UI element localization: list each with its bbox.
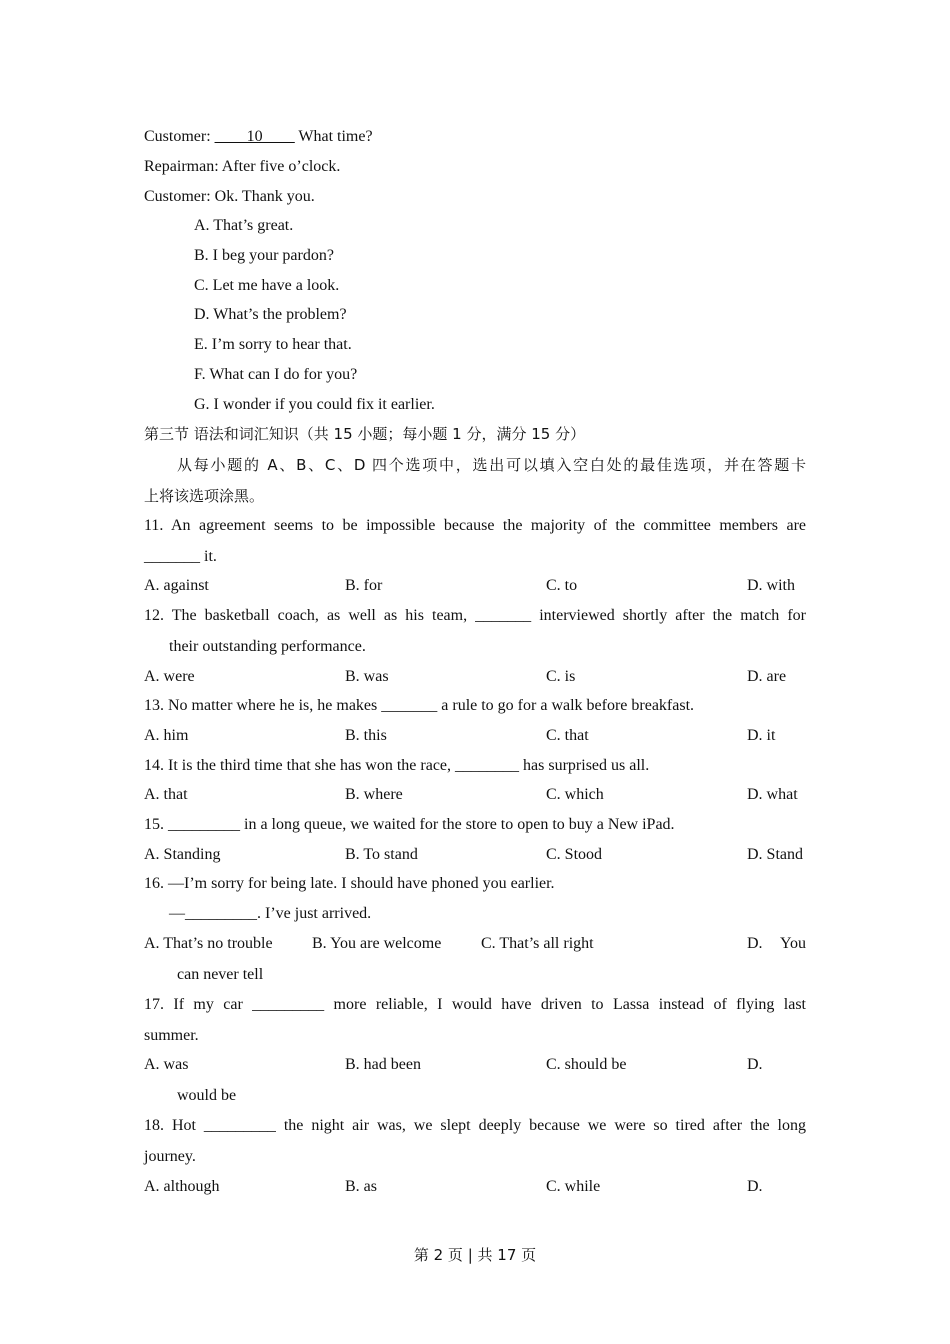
question-16-option-a: A. That’s no trouble	[144, 935, 273, 952]
dialogue-customer-q10	[144, 127, 806, 147]
question-11-text-cont: _______ it.	[144, 548, 217, 565]
question-12-option-a: A. were	[144, 668, 195, 685]
dialogue-option-a: A. That’s great.	[194, 217, 294, 234]
section-instruction-line1: 从每小题的 A、B、C、D 四个选项中，选出可以填入空白处的最佳选项，并在答题卡	[177, 456, 806, 474]
customer-label: Customer:	[144, 128, 215, 145]
page-footer: 第 2 页 | 共 17 页	[413, 1246, 537, 1264]
question-17-option-b: B. had been	[345, 1056, 421, 1073]
question-12-text: 12. The basketball coach, as well as his team, _______ interviewed shortly after the match for	[144, 607, 806, 624]
dialogue-option-d: D. What’s the problem?	[194, 306, 347, 323]
dialogue-option-f: F. What can I do for you?	[194, 366, 358, 383]
question-11-option-a: A. against	[144, 577, 209, 594]
question-18-option-c: C. while	[546, 1178, 601, 1195]
section-title: 第三节 语法和词汇知识（共 15 小题；每小题 1 分，满分 15 分）	[144, 425, 586, 443]
question-11-option-c: C. to	[546, 577, 578, 594]
question-14-text: 14. It is the third time that she has won the race, ________ has surprised us all.	[144, 757, 650, 774]
question-13-option-d: D. it	[747, 727, 776, 744]
question-16-text-cont: —_________. I’ve just arrived.	[169, 905, 372, 922]
question-15-text: 15. _________ in a long queue, we waited for the store to open to buy a New iPad.	[144, 816, 675, 833]
question-16-option-d-text: You	[780, 935, 806, 952]
customer-question: What time?	[294, 128, 373, 145]
question-13-option-c: C. that	[546, 727, 589, 744]
question-18-text: 18. Hot _________ the night air was, we slept deeply because we were so tired after the long	[144, 1117, 806, 1134]
dialogue-customer-end: Customer: Ok. Thank you.	[144, 188, 315, 205]
question-15-option-d: D. Stand	[747, 846, 803, 863]
question-17-text: 17. If my car _________ more reliable, I would have driven to Lassa instead of flying last	[144, 996, 806, 1013]
question-16-text: 16. —I’m sorry for being late. I should have phoned you earlier.	[144, 875, 555, 892]
question-18-option-b: B. as	[345, 1178, 377, 1195]
question-17-option-a: A. was	[144, 1056, 189, 1073]
question-12-option-c: C. is	[546, 668, 576, 685]
section-instruction-line2: 上将该选项涂黑。	[144, 487, 265, 505]
dialogue-option-b: B. I beg your pardon?	[194, 247, 334, 264]
dialogue-option-g: G. I wonder if you could fix it earlier.	[194, 396, 435, 413]
question-16-option-d-cont: can never tell	[177, 966, 264, 983]
question-16-option-c: C. That’s all right	[481, 935, 594, 952]
question-17-option-d: D.	[747, 1056, 763, 1073]
question-18-option-a: A. although	[144, 1178, 220, 1195]
question-16-option-d: D.	[747, 935, 763, 952]
dialogue-repairman: Repairman: After five o’clock.	[144, 158, 341, 175]
dialogue-option-c: C. Let me have a look.	[194, 277, 340, 294]
question-13-text: 13. No matter where he is, he makes _______ a rule to go for a walk before breakfast.	[144, 697, 695, 714]
question-15-option-b: B. To stand	[345, 846, 418, 863]
question-17-option-c: C. should be	[546, 1056, 627, 1073]
question-11-text: 11. An agreement seems to be impossible because the majority of the committee members are	[144, 517, 806, 534]
question-14-option-c: C. which	[546, 786, 604, 803]
question-13-option-a: A. him	[144, 727, 189, 744]
blank-10: ____10____	[214, 128, 295, 145]
question-15-option-a: A. Standing	[144, 846, 221, 863]
question-18-text-cont: journey.	[144, 1148, 196, 1165]
question-17-text-cont: summer.	[144, 1027, 199, 1044]
question-18-option-d: D.	[747, 1178, 763, 1195]
question-11-option-d: D. with	[747, 577, 795, 594]
question-12-text-cont: their outstanding performance.	[169, 638, 366, 655]
question-14-option-b: B. where	[345, 786, 403, 803]
question-14-option-a: A. that	[144, 786, 188, 803]
question-11-option-b: B. for	[345, 577, 383, 594]
question-12-option-d: D. are	[747, 668, 787, 685]
question-13-option-b: B. this	[345, 727, 387, 744]
question-17-option-d-cont: would be	[177, 1087, 237, 1104]
question-14-option-d: D. what	[747, 786, 798, 803]
question-12-option-b: B. was	[345, 668, 389, 685]
question-15-option-c: C. Stood	[546, 846, 603, 863]
question-16-option-b: B. You are welcome	[312, 935, 442, 952]
dialogue-option-e: E. I’m sorry to hear that.	[194, 336, 352, 353]
